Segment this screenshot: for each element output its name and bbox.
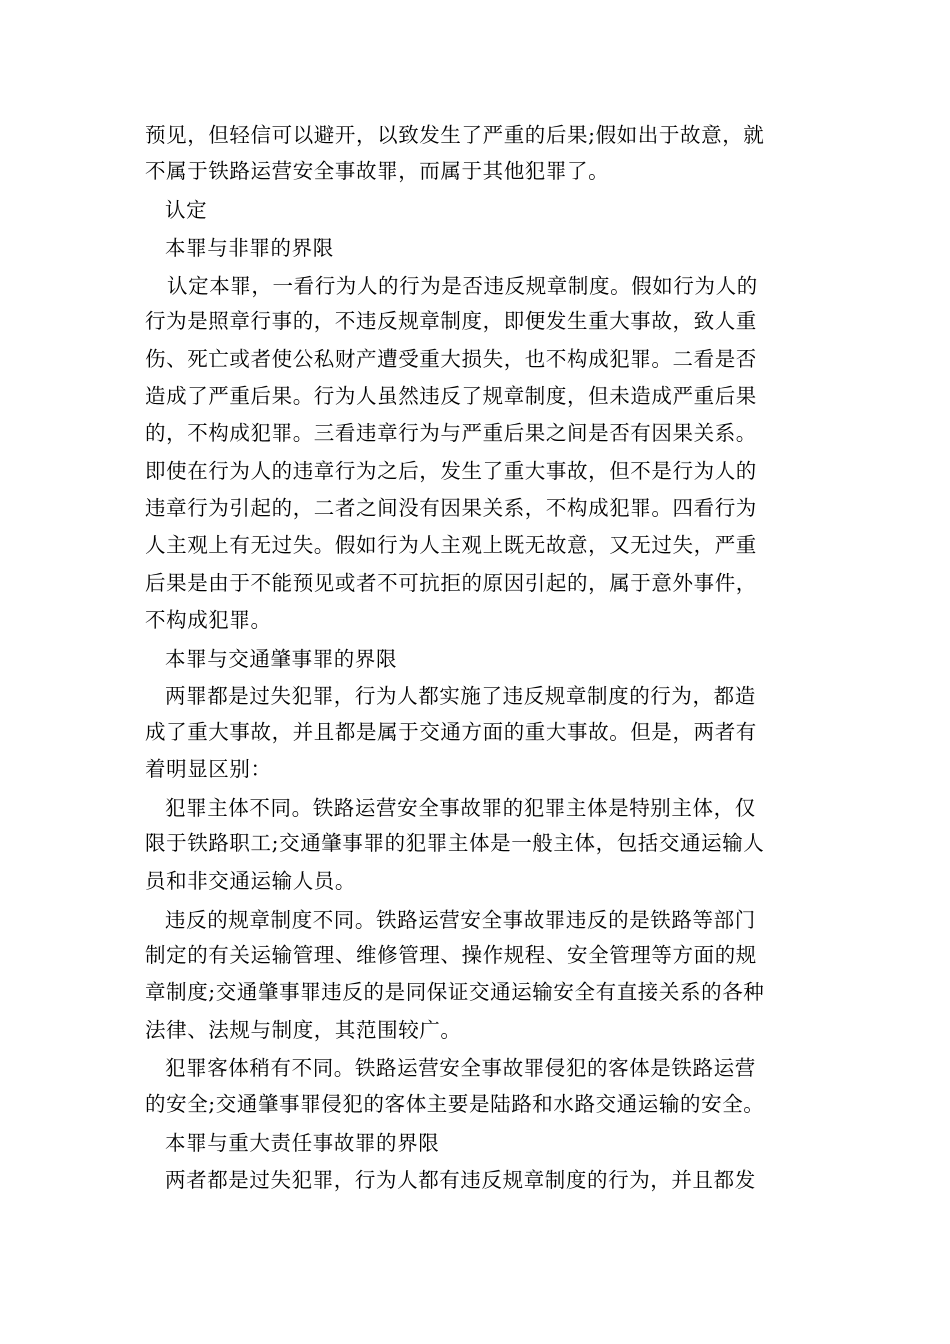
paragraph-line: 限于铁路职工;交通肇事罪的犯罪主体是一般主体，包括交通运输人 <box>145 831 765 855</box>
paragraph-line: 后果是由于不能预见或者不可抗拒的原因引起的，属于意外事件， <box>145 571 757 595</box>
paragraph-line: 两罪都是过失犯罪，行为人都实施了违反规章制度的行为，都造 <box>165 684 756 708</box>
paragraph-line: 的安全;交通肇事罪侵犯的客体主要是陆路和水路交通运输的安全。 <box>145 1092 765 1116</box>
subsection-heading: 本罪与重大责任事故罪的界限 <box>165 1131 440 1155</box>
subsection-heading: 本罪与交通肇事罪的界限 <box>165 647 398 671</box>
section-heading: 认定 <box>165 198 208 222</box>
paragraph-line: 章制度;交通肇事罪违反的是同保证交通运输安全有直接关系的各种 <box>145 980 765 1004</box>
paragraph-line: 的，不构成犯罪。三看违章行为与严重后果之间是否有因果关系。 <box>145 421 757 445</box>
paragraph-line: 造成了严重后果。行为人虽然违反了规章制度，但未造成严重后果 <box>145 384 757 408</box>
paragraph-line: 违章行为引起的，二者之间没有因果关系，不构成犯罪。四看行为 <box>145 496 757 520</box>
paragraph-line: 认定本罪，一看行为人的行为是否违反规章制度。假如行为人的 <box>167 274 758 298</box>
paragraph-line: 犯罪主体不同。铁路运营安全事故罪的犯罪主体是特别主体，仅 <box>165 796 756 820</box>
paragraph-line: 制定的有关运输管理、维修管理、操作规程、安全管理等方面的规 <box>145 943 757 967</box>
subsection-heading: 本罪与非罪的界限 <box>165 236 334 260</box>
paragraph-line: 行为是照章行事的，不违反规章制度，即便发生重大事故，致人重 <box>145 309 757 333</box>
paragraph-line: 两者都是过失犯罪，行为人都有违反规章制度的行为，并且都发 <box>165 1168 756 1192</box>
paragraph-line: 预见，但轻信可以避开，以致发生了严重的后果;假如出于故意，就 <box>145 123 765 147</box>
paragraph-line: 伤、死亡或者使公私财产遭受重大损失，也不构成犯罪。二看是否 <box>145 347 757 371</box>
paragraph-line: 员和非交通运输人员。 <box>145 869 356 893</box>
paragraph-line: 不属于铁路运营安全事故罪，而属于其他犯罪了。 <box>145 159 610 183</box>
paragraph-line: 着明显区别： <box>145 757 272 781</box>
paragraph-line: 犯罪客体稍有不同。铁路运营安全事故罪侵犯的客体是铁路运营 <box>165 1056 756 1080</box>
paragraph-line: 成了重大事故，并且都是属于交通方面的重大事故。但是，两者有 <box>145 720 757 744</box>
paragraph-line: 不构成犯罪。 <box>145 608 272 632</box>
paragraph-line: 人主观上有无过失。假如行为人主观上既无故意，又无过失，严重 <box>145 533 757 557</box>
paragraph-line: 法律、法规与制度，其范围较广。 <box>145 1018 462 1042</box>
paragraph-line: 即使在行为人的违章行为之后，发生了重大事故，但不是行为人的 <box>145 459 757 483</box>
paragraph-line: 违反的规章制度不同。铁路运营安全事故罪违反的是铁路等部门 <box>165 908 756 932</box>
